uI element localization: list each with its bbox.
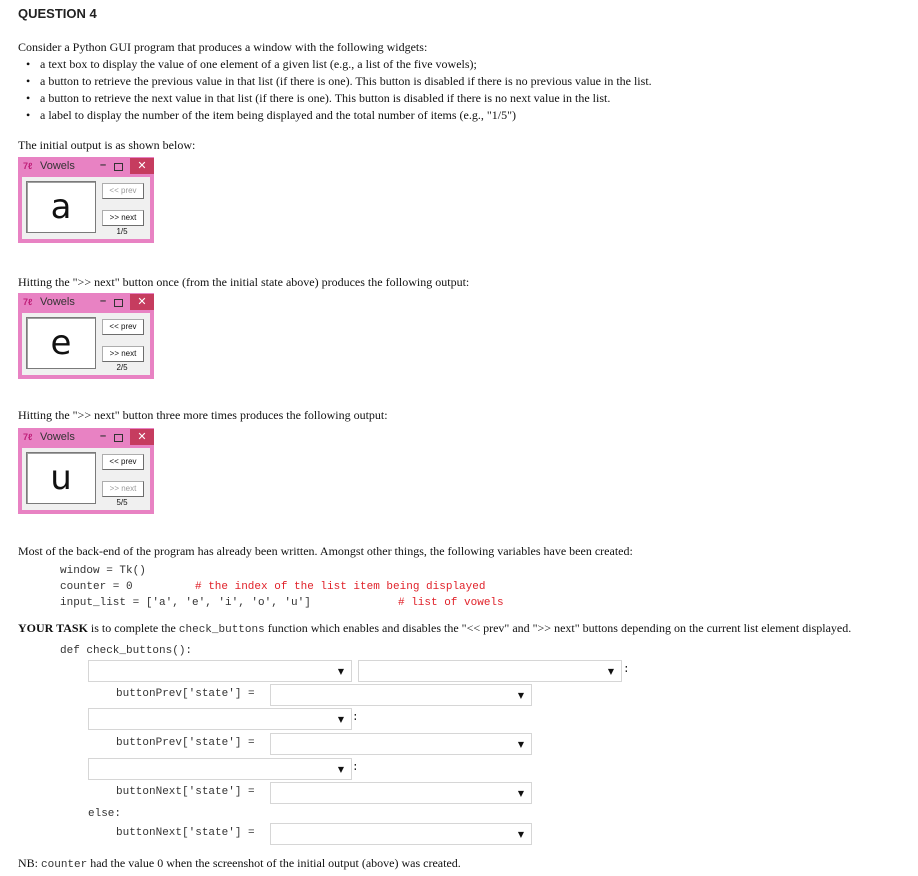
tk-feather-icon: 7ℓ	[23, 297, 33, 307]
code-line-counter: counter = 0	[60, 581, 133, 593]
chevron-down-icon: ▼	[607, 667, 614, 676]
condition-expression-dropdown-1[interactable]	[358, 660, 622, 682]
colon-1: :	[623, 664, 630, 676]
assign-next-2: buttonNext['state'] =	[116, 827, 255, 839]
colon-3: :	[352, 762, 359, 774]
caption-initial: The initial output is as shown below:	[18, 138, 196, 152]
window-titlebar	[18, 157, 154, 177]
maximize-icon[interactable]	[114, 299, 123, 307]
code-comment-counter: # the index of the list item being displayed	[195, 581, 486, 593]
next-button[interactable]: >> next	[102, 210, 144, 226]
next-state-dropdown-2[interactable]	[270, 823, 532, 845]
code-line-window: window = Tk()	[60, 565, 146, 577]
maximize-icon[interactable]	[114, 163, 123, 171]
caption-after-three: Hitting the ">> next" button three more times produces the following output:	[18, 408, 388, 422]
counter-label: 2/5	[116, 363, 128, 372]
prev-button[interactable]: << prev	[102, 183, 144, 199]
caption-backend: Most of the back-end of the program has already been written. Amongst other things, the following variables have been created:	[18, 544, 633, 558]
prev-state-dropdown-1[interactable]	[270, 684, 532, 706]
def-line: def check_buttons():	[60, 645, 193, 657]
bullet-item: • a button to retrieve the next value in that list (if there is one). This button is disabled if there is no next value in the list.	[26, 91, 611, 105]
prev-state-dropdown-2[interactable]	[270, 733, 532, 755]
tk-feather-icon: 7ℓ	[23, 161, 33, 171]
note-text: NB: counter had the value 0 when the screenshot of the initial output (above) was created.	[18, 856, 461, 871]
bullet-item: • a label to display the number of the item being displayed and the total number of items (e.g., "1/5")	[26, 108, 517, 122]
code-comment-input-list: # list of vowels	[398, 597, 504, 609]
prev-button[interactable]: << prev	[102, 319, 144, 335]
window-titlebar	[18, 293, 154, 313]
prev-button[interactable]: << prev	[102, 454, 144, 470]
chevron-down-icon: ▼	[337, 667, 344, 676]
task-label: YOUR TASK	[18, 621, 88, 635]
minimize-icon[interactable]: –	[100, 159, 107, 171]
question-title: QUESTION 4	[18, 6, 97, 21]
bullet-dot: •	[26, 91, 31, 105]
caption-after-one: Hitting the ">> next" button once (from the initial state above) produces the following output:	[18, 275, 470, 289]
next-button[interactable]: >> next	[102, 346, 144, 362]
next-button[interactable]: >> next	[102, 481, 144, 497]
close-icon[interactable]: ✕	[130, 294, 154, 310]
condition-dropdown-3[interactable]	[88, 758, 352, 780]
close-icon[interactable]: ✕	[130, 429, 154, 445]
next-state-dropdown-1[interactable]	[270, 782, 532, 804]
chevron-down-icon: ▼	[337, 715, 344, 724]
maximize-icon[interactable]	[114, 434, 123, 442]
value-textbox[interactable]: a	[26, 181, 96, 233]
window-client	[22, 448, 150, 510]
bullet-dot: •	[26, 108, 31, 122]
chevron-down-icon: ▼	[517, 740, 524, 749]
code-line-input-list: input_list = ['a', 'e', 'i', 'o', 'u']	[60, 597, 311, 609]
tk-window-after-one	[18, 293, 154, 379]
value-textbox[interactable]: e	[26, 317, 96, 369]
close-icon[interactable]: ✕	[130, 158, 154, 174]
else-keyword: else:	[88, 808, 122, 820]
tk-window-after-three	[18, 428, 154, 514]
value-textbox[interactable]: u	[26, 452, 96, 504]
chevron-down-icon: ▼	[517, 789, 524, 798]
chevron-down-icon: ▼	[517, 691, 524, 700]
assign-prev-2: buttonPrev['state'] =	[116, 737, 255, 749]
counter-label: 5/5	[116, 498, 128, 507]
tk-feather-icon: 7ℓ	[23, 432, 33, 442]
bullet-dot: •	[26, 57, 31, 71]
window-title: Vowels	[40, 431, 75, 443]
chevron-down-icon: ▼	[337, 765, 344, 774]
task-func-name: check_buttons	[178, 624, 265, 636]
bullet-dot: •	[26, 74, 31, 88]
window-title: Vowels	[40, 296, 75, 308]
intro-text: Consider a Python GUI program that produces a window with the following widgets:	[18, 40, 428, 54]
tk-window-initial	[18, 157, 154, 243]
condition-dropdown-2[interactable]	[88, 708, 352, 730]
counter-label: 1/5	[116, 227, 128, 236]
minimize-icon[interactable]: –	[100, 430, 107, 442]
condition-keyword-dropdown[interactable]	[88, 660, 352, 682]
bullet-item: • a button to retrieve the previous value in that list (if there is one). This button is disabled if there is no previous value in the list.	[26, 74, 652, 88]
window-titlebar	[18, 428, 154, 448]
task-text: YOUR TASK is to complete the check_buttons function which enables and disables the "<< prev" and ">> next" buttons depending on the current list element displayed.	[18, 621, 852, 636]
bullet-item: • a text box to display the value of one element of a given list (e.g., a list of the five vowels);	[26, 57, 477, 71]
minimize-icon[interactable]: –	[100, 295, 107, 307]
assign-next-1: buttonNext['state'] =	[116, 786, 255, 798]
note-code: counter	[41, 859, 88, 871]
window-title: Vowels	[40, 160, 75, 172]
assign-prev-1: buttonPrev['state'] =	[116, 688, 255, 700]
colon-2: :	[352, 712, 359, 724]
chevron-down-icon: ▼	[517, 830, 524, 839]
window-client	[22, 177, 150, 239]
window-client	[22, 313, 150, 375]
